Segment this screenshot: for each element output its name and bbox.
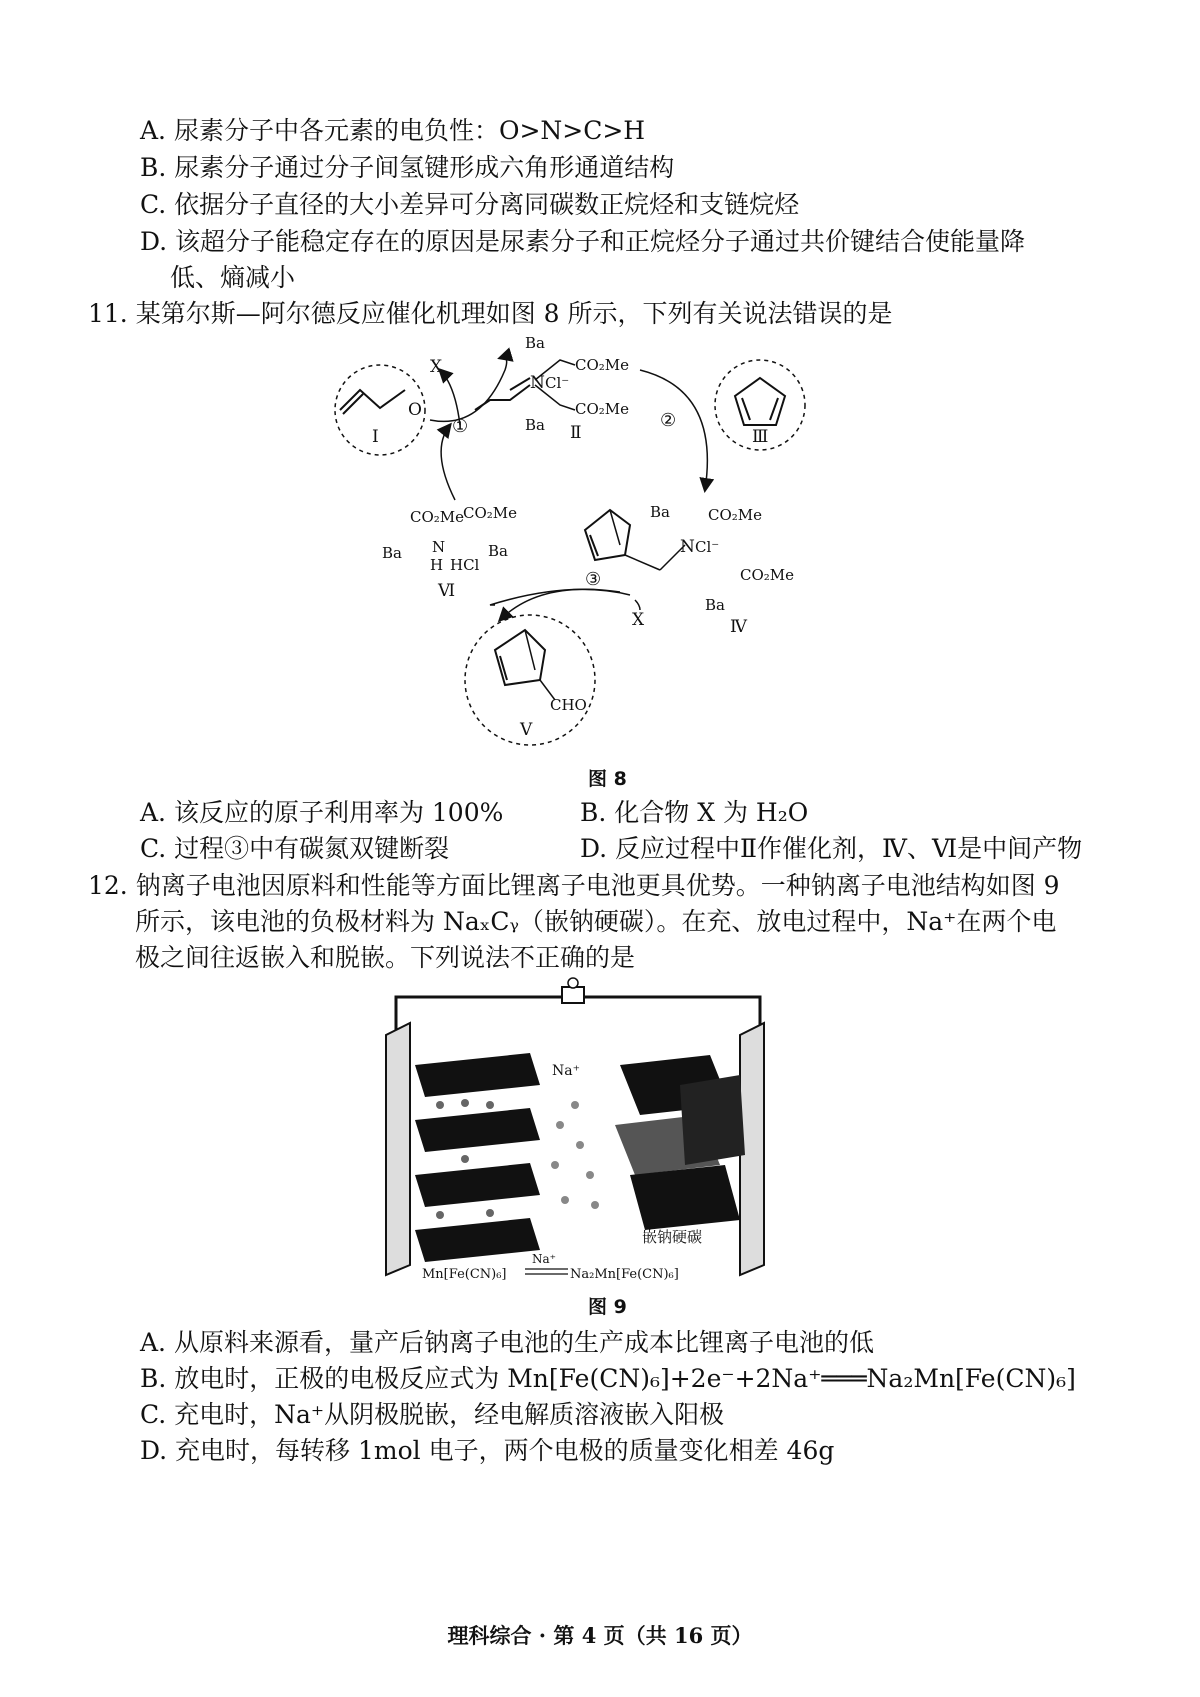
svg-text:H: H (430, 556, 444, 574)
q10-option-d-line2: 低、熵减小 (170, 263, 296, 292)
svg-text:Cl⁻: Cl⁻ (695, 538, 720, 556)
svg-text:CHO: CHO (550, 696, 587, 714)
q10-option-d-line1: D. 该超分子能稳定存在的原因是尿素分子和正烷烃分子通过共价键结合使能量降 (140, 227, 1026, 256)
figure-9-caption: 图 9 (588, 1296, 627, 1318)
compound-v (465, 615, 595, 745)
svg-text:O: O (408, 400, 422, 420)
svg-text:嵌钠硬碳: 嵌钠硬碳 (642, 1228, 703, 1246)
svg-text:Ba: Ba (488, 542, 508, 560)
q10-option-c: C. 依据分子直径的大小差异可分离同碳数正烷烃和支链烷烃 (140, 190, 800, 219)
layered-cathode (415, 1053, 540, 1262)
left-electrode (386, 1023, 410, 1275)
q12-option-b: B. 放电时，正极的电极反应式为 Mn[Fe(CN)₆]+2e⁻+2Na⁺═══Na₂Mn[Fe(CN)₆] (140, 1364, 1076, 1393)
svg-text:CO₂Me: CO₂Me (740, 566, 795, 584)
q11-option-c: C. 过程③中有碳氮双键断裂 (140, 834, 450, 863)
svg-text:X: X (632, 610, 645, 630)
svg-text:②: ② (660, 410, 677, 431)
svg-text:CO₂Me: CO₂Me (575, 400, 630, 418)
svg-text:CO₂Me: CO₂Me (575, 356, 630, 374)
svg-text:Ba: Ba (705, 596, 725, 614)
figure-8-mechanism (320, 330, 880, 760)
svg-text:CO₂Me: CO₂Me (708, 506, 763, 524)
svg-text:N: N (530, 373, 545, 393)
q11-option-b: B. 化合物 X 为 H₂O (580, 798, 809, 827)
svg-text:Ⅲ: Ⅲ (752, 427, 769, 447)
svg-text:Ba: Ba (650, 503, 670, 521)
svg-text:Ⅰ: Ⅰ (372, 427, 379, 447)
svg-text:Na⁺: Na⁺ (552, 1063, 580, 1079)
svg-text:N: N (432, 538, 446, 556)
svg-text:Ba: Ba (525, 416, 545, 434)
svg-text:Na⁺: Na⁺ (532, 1252, 556, 1266)
hard-carbon-anode (615, 1055, 745, 1230)
q10-option-b: B. 尿素分子通过分子间氢键形成六角形通道结构 (140, 153, 675, 182)
q12-option-d: D. 充电时，每转移 1mol 电子，两个电极的质量变化相差 46g (140, 1436, 835, 1465)
q10-option-a: A. 尿素分子中各元素的电负性：O>N>C>H (140, 116, 646, 145)
compound-iv (585, 503, 794, 637)
svg-text:Ⅵ: Ⅵ (438, 581, 456, 601)
q11-option-a: A. 该反应的原子利用率为 100% (140, 798, 504, 827)
svg-text:X: X (430, 357, 443, 377)
svg-text:Ba: Ba (382, 544, 402, 562)
svg-text:Ⅴ: Ⅴ (520, 720, 533, 740)
figure-9-battery (380, 975, 800, 1295)
svg-text:CO₂Me: CO₂Me (463, 504, 518, 522)
figure-8-caption: 图 8 (588, 768, 627, 790)
compound-iii (715, 360, 805, 450)
q12-stem-line3: 极之间往返嵌入和脱嵌。下列说法不正确的是 (135, 943, 636, 972)
svg-text:Ⅳ: Ⅳ (730, 617, 747, 637)
q12-option-a: A. 从原料来源看，量产后钠离子电池的生产成本比锂离子电池的低 (140, 1328, 874, 1357)
q12-stem-line2: 所示，该电池的负极材料为 NaₓCᵧ（嵌钠硬碳）。在充、放电过程中，Na⁺在两个电 (135, 907, 1057, 936)
svg-text:CO₂Me: CO₂Me (410, 508, 465, 526)
compound-i (335, 365, 425, 455)
q11-option-d: D. 反应过程中Ⅱ作催化剂，Ⅳ、Ⅵ是中间产物 (580, 834, 1083, 863)
svg-text:Cl⁻: Cl⁻ (545, 374, 570, 392)
svg-text:Mn[Fe(CN)₆]: Mn[Fe(CN)₆] (422, 1267, 507, 1282)
q11-stem: 11. 某第尔斯—阿尔德反应催化机理如图 8 所示，下列有关说法错误的是 (88, 299, 893, 328)
svg-text:Ⅱ: Ⅱ (570, 423, 582, 443)
svg-text:Na₂Mn[Fe(CN)₆]: Na₂Mn[Fe(CN)₆] (570, 1267, 679, 1282)
svg-text:Ba: Ba (525, 334, 545, 352)
compound-ii (475, 334, 629, 443)
svg-text:①: ① (452, 416, 469, 437)
compound-vi (382, 504, 517, 601)
na-ion-dots (551, 1101, 599, 1209)
svg-text:③: ③ (585, 569, 602, 590)
bulb-icon (562, 987, 584, 1003)
page-footer: 理科综合 · 第 4 页（共 16 页） (447, 1623, 753, 1648)
q12-stem-line1: 12. 钠离子电池因原料和性能等方面比锂离子电池更具优势。一种钠离子电池结构如图 9 (88, 871, 1060, 900)
svg-text:N: N (680, 537, 695, 557)
q12-option-c: C. 充电时，Na⁺从阴极脱嵌，经电解质溶液嵌入阳极 (140, 1400, 725, 1429)
svg-text:HCl: HCl (450, 556, 480, 574)
